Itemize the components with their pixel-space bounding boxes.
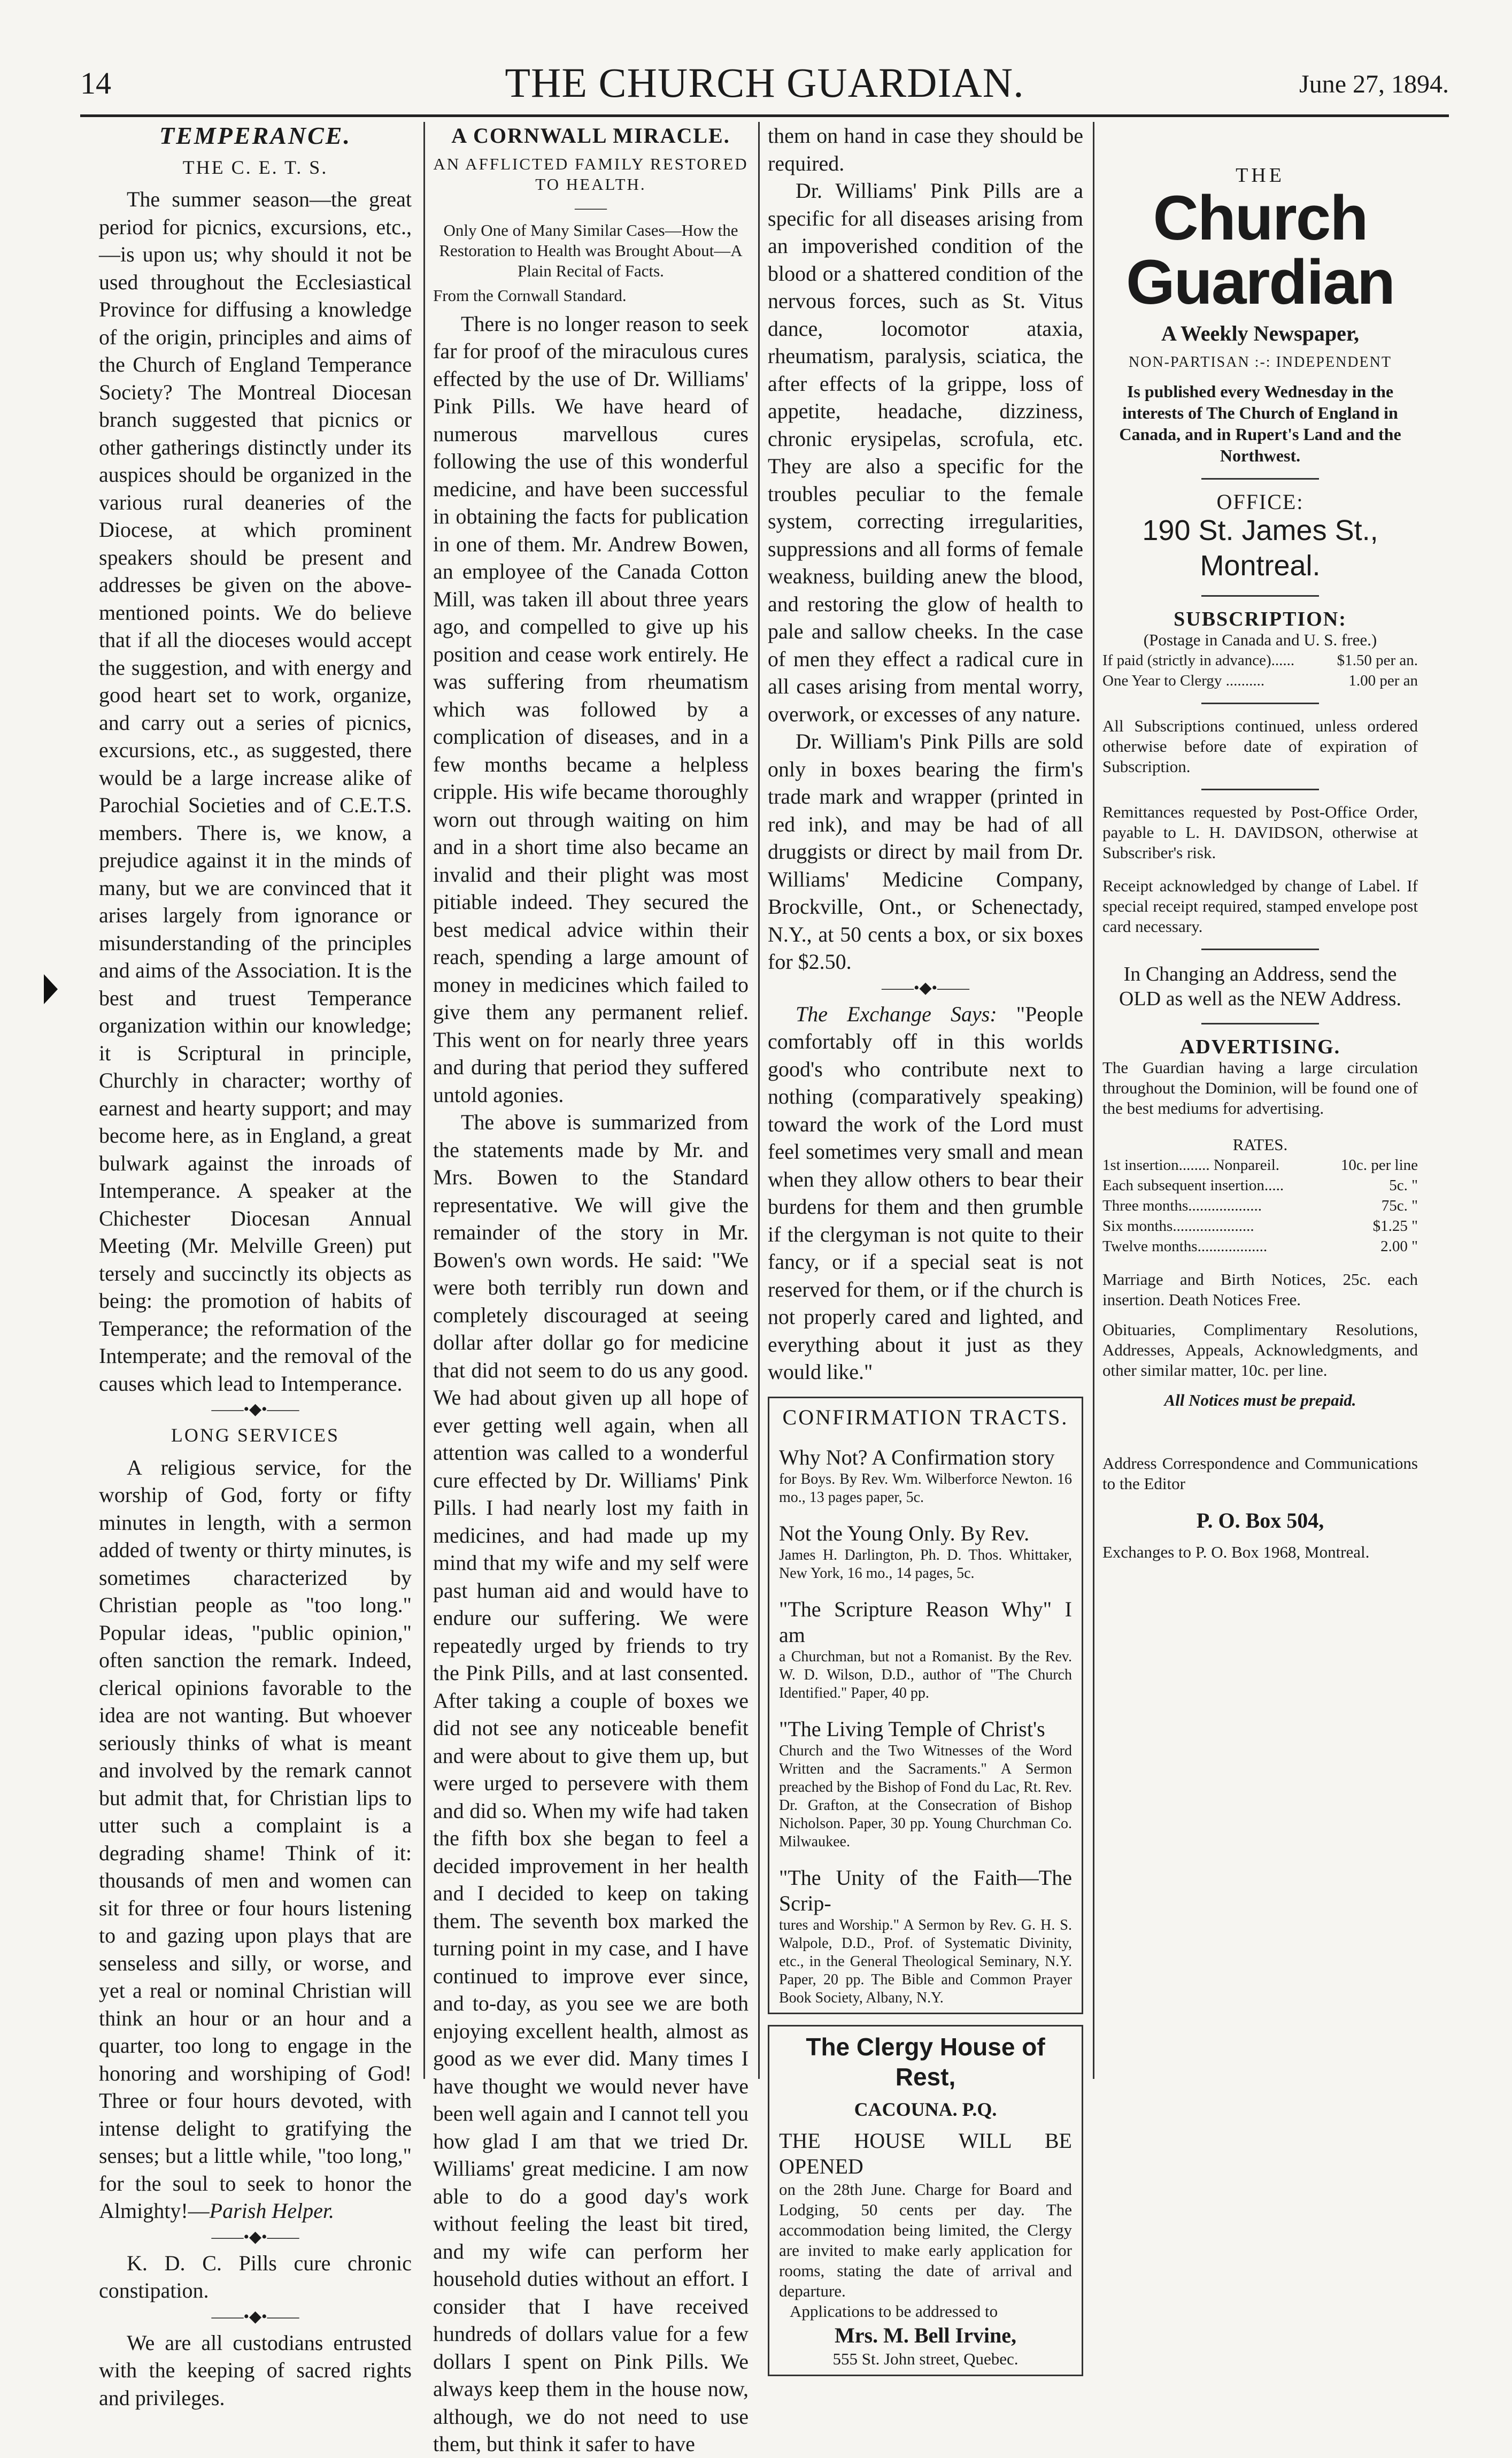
rate-row	[1102, 1216, 1418, 1236]
rates-heading: RATES.	[1232, 1135, 1288, 1154]
source-parish-helper: Parish Helper.	[209, 2199, 334, 2223]
obituaries-note: Obituaries, Complimentary Resolutions, Addresses, Appeals, Acknowledgments, and other similar matter, 10c. per line.	[1102, 1320, 1418, 1380]
temperance-heading: TEMPERANCE.	[159, 122, 351, 149]
rate-value: $1.25 "	[1372, 1218, 1418, 1235]
newspaper-title: THE CHURCH GUARDIAN.	[505, 59, 1024, 106]
tract-item	[779, 1597, 1072, 1702]
tract-item	[779, 1521, 1072, 1583]
church-guardian-nameplate: Church Guardian	[1126, 183, 1394, 318]
tract-description: James H. Darlington, Ph. D. Thos. Whittaker, New York, 16 mo., 14 pages, 5c.	[779, 1547, 1072, 1582]
rate-row	[1102, 1236, 1418, 1257]
tract-title: "The Unity of the Faith—The Scrip-	[779, 1866, 1072, 1915]
advertising-body: The Guardian having a large circulation throughout the Dominion, will be found one of the best mediums for advertising.	[1102, 1058, 1418, 1118]
clergy-house-box	[768, 2025, 1083, 2376]
separator	[1201, 478, 1319, 480]
rate-value: 10c. per line	[1340, 1157, 1418, 1174]
kdc-paragraph: K. D. C. Pills cure chronic constipation.	[99, 2251, 412, 2302]
issue-date: June 27, 1894.	[1299, 70, 1449, 98]
exchange-lead: The Exchange Says:	[796, 1001, 997, 1026]
published-note: Is published every Wednesday in the interests of The Church of England in Canada, and in Rupert's Land and the Northwest.	[1119, 382, 1401, 465]
long-services-subheading: LONG SERVICES	[171, 1424, 340, 1446]
tract-title: Not the Young Only. By Rev.	[779, 1521, 1030, 1545]
rate-label: Six months.....................	[1102, 1218, 1254, 1235]
tracts-heading: CONFIRMATION TRACTS.	[782, 1405, 1069, 1429]
tract-description: for Boys. By Rev. Wm. Wilberforce Newton. 16 mo., 13 pages paper, 5c.	[779, 1471, 1072, 1506]
subscription-table	[1102, 650, 1418, 691]
rate-label: Three months...................	[1102, 1197, 1262, 1214]
separator: ——•◆•——	[211, 1400, 299, 1418]
pills-paragraph-1: them on hand in case they should be required.	[768, 124, 1083, 175]
cornwall-paragraph-2: The above is summarized from the statements made by Mr. and Mrs. Bowen to the Standard representative. We will give the remainder of the story in Mr. Bowen's own words. He said: "We were both terribly run down and completely discouraged at seeing dollar after dollar go for medicine that did not seem to do us any good. We had about given up all hope of ever getting well again, when all attention was called to a wonderful cure effected by Dr. Williams' Pink Pills. I had nearly lost my faith in medicines, and had made up my mind that my wife and my self were past human aid and would have to endure our suffering. We were repeatedly urged by friends to try the Pink Pills, and at last consented. After taking a couple of boxes we did not see any noticeable benefit and were about to give them up, but were urged to persevere with them and did so. When my wife had taken the fifth box she began to feel a decided improvement in her health and I decided to keep on taking them. The seventh box marked the turning point in my case, and I have continued to improve ever since, and to-day, as you see we are both enjoying excellent health, almost as good as we ever did. Many times I have thought we would never have been well again and I cannot tell you how glad I am that we tried Dr. Williams' great medicine. I am now able to do a good day's work without feeling the least bit tired, and my wife can perform her household duties without an effort. I consider that I have received hundreds of dollars value for a few dollars I spent on Pink Pills. We always keep them in the house now, although, we do not need to use them, but think it safer to have	[433, 1110, 749, 2456]
tract-description: tures and Worship." A Sermon by Rev. G. H. S. Walpole, D.D., Prof. of Systematic Divinity, etc., in the General Theological Seminary, N.Y. Paper, 20 pp. The Bible and Common Prayer Book Society, Albany, N.Y.	[779, 1917, 1072, 2006]
separator	[1201, 949, 1319, 950]
rate-label: Each subsequent insertion.....	[1102, 1177, 1284, 1194]
exchanges-note: Exchanges to P. O. Box 1968, Montreal.	[1102, 1543, 1370, 1561]
custodians-paragraph: We are all custodians entrusted with the keeping of sacred rights and privileges.	[99, 2330, 412, 2410]
separator: ——•◆•——	[211, 2307, 299, 2325]
rate-value: $1.50 per an.	[1337, 652, 1418, 669]
clergy-house-contact: Mrs. M. Bell Irvine,	[835, 2323, 1016, 2347]
masthead	[80, 53, 1449, 112]
separator: ——•◆•——	[881, 978, 970, 997]
column-divider	[1093, 122, 1094, 2079]
advertising-heading: ADVERTISING.	[1179, 1036, 1341, 1058]
separator: ——•◆•——	[211, 2228, 299, 2246]
subscription-heading: SUBSCRIPTION:	[1174, 608, 1347, 630]
subscriptions-continued: All Subscriptions continued, unless ordered otherwise before date of expiration of Subscription.	[1102, 716, 1418, 776]
separator	[1201, 1023, 1319, 1024]
clergy-house-address-label: Applications to be addressed to	[790, 2301, 998, 2321]
column-divider	[758, 122, 760, 2079]
tract-item	[779, 1865, 1072, 2007]
marriage-birth-notices: Marriage and Birth Notices, 25c. each insertion. Death Notices Free.	[1102, 1270, 1418, 1309]
cornwall-paragraph-1: There is no longer reason to seek far for proof of the miraculous cures effected by the use of Dr. Williams' Pink Pills. We have heard of numerous marvellous cures following the use of this wonderful medicine, and have been successful in obtaining the facts for publication in one of them. Mr. Andrew Bowen, an employee of the Canada Cotton Mill, was taken ill about three years ago, and compelled to give up his position and cease work entirely. He was suffering from rheumatism which was followed by a complication of diseases, and in a few months became a helpless cripple. His wife became thoroughly worn out through waiting on him and in a short time also became an invalid and their plight was most pitiable indeed. They secured the best medical advice within their reach, spending a large amount of money in medicines which failed to give them any permanent relief. This went on for nearly three years and during that period they suffered untold agonies.	[433, 311, 749, 1107]
tracts-list	[779, 1445, 1072, 2007]
rate-row	[1102, 1155, 1418, 1175]
clergy-house-place: CACOUNA. P.Q.	[854, 2099, 997, 2120]
page-number: 14	[80, 66, 111, 101]
tract-item	[779, 1716, 1072, 1851]
cornwall-deck: Only One of Many Similar Cases—How the Restoration to Health was Brought About—A Plain Recital of Facts.	[439, 220, 743, 280]
office-label: OFFICE:	[1216, 490, 1304, 514]
rate-row	[1102, 650, 1418, 671]
rate-label: Twelve months..................	[1102, 1238, 1268, 1255]
prepaid-note: All Notices must be prepaid.	[1164, 1391, 1356, 1409]
cornwall-source: From the Cornwall Standard.	[433, 286, 627, 305]
column-cornwall	[433, 122, 749, 2458]
cornwall-heading: A CORNWALL MIRACLE.	[451, 124, 730, 148]
pills-paragraph-2: Dr. Williams' Pink Pills are a specific for all diseases arising from an impoverished condition of the blood or a shattered condition of the nervous forces, such as St. Vitus dance, locomotor ataxia, rheumatism, paralysis, sciatica, the after effects of la grippe, loss of appetite, headache, dizziness, chronic erysipelas, scrofula, etc. They are also a specific for the troubles peculiar to the female system, correcting irregularities, suppressions and all forms of female weakness, building anew the blood, and restoring the glow of health to pale and sallow cheeks. In the case of men they effect a radical cure in all cases arising from mental worry, overwork, or excesses of any nature.	[768, 179, 1083, 726]
rate-label: One Year to Clergy ..........	[1102, 672, 1265, 689]
the-label: THE	[1236, 164, 1285, 187]
rates-table	[1102, 1155, 1418, 1257]
long-services-paragraph: A religious service, for the worship of God, forty or fifty minutes in length, with a sermon added of twenty or thirty minutes, is sometimes characterized by Christian people as "too long." Popular ideas, "public opinion," often sanction the remark. Indeed, clerical opinions favorable to the idea are not wanting. But whoever seriously thinks of what is meant and involved by the remark cannot but admit that, for Christian lips to utter such a complaint is a degrading shame! Think of it: thousands of men and women can sit for three or four hours listening to and gazing upon plays that are senseless and silly, or worse, and yet a real or nominal Christian will think an hour or an hour and a quarter, too long to engage in the honoring and worshiping of God! Three or four hours devoted, with intense delight to gratifying the senses; but a little while, "too long," for the soul to seek to honor the Almighty!—Parish Helper.	[99, 1455, 412, 2223]
separator	[1201, 789, 1319, 790]
exchange-paragraph: The Exchange Says: "People comfortably off in this worlds good's who contribute next to nothing (comparatively speaking) toward the work of the Lord must feel sometimes very small and mean when they allow others to bear their burdens for them and then grumble if the clergyman is not quite to their fancy, or if a special seat is not reserved for them, or if the church is not properly cared and lighted, and everything about it just as they would like."	[768, 1001, 1083, 1384]
masthead-rule	[80, 114, 1449, 117]
separator	[1201, 595, 1319, 597]
tract-description: Church and the Two Witnesses of the Word Written and the Sacraments." A Sermon preached by the Bishop of Fond du Lac, Rt. Rev. Dr. Grafton, at the Consecration of Bishop Nicholson. Paper, 30 pp. Young Churchman Co. Milwaukee.	[779, 1743, 1072, 1850]
clergy-house-street: 555 St. John street, Quebec.	[832, 2349, 1019, 2368]
clergy-house-body: on the 28th June. Charge for Board and Lodging, 50 cents per day. The accommodation being limited, the Clergy are invited to make early application for rooms, stating the date of arrival and departure.	[779, 2179, 1072, 2300]
subscription-note: (Postage in Canada and U. S. free.)	[1143, 630, 1377, 649]
margin-marker-arrow	[44, 974, 58, 1004]
tract-title: Why Not? A Confirmation story	[779, 1445, 1055, 1469]
rate-value: 75c. "	[1381, 1197, 1418, 1214]
receipt-note: Receipt acknowledged by change of Label. If special receipt required, stamped envelope post card necessary.	[1102, 876, 1418, 936]
office-address: 190 St. James St., Montreal.	[1142, 514, 1378, 582]
rate-row	[1102, 671, 1418, 691]
pills-paragraph-3: Dr. William's Pink Pills are sold only in boxes bearing the firm's trade mark and wrapper (printed in red ink), and may be had of all druggists or direct by mail from Dr. Williams' Medicine Company, Brockville, Ont., or Schenectady, N.Y., at 50 cents a box, or six boxes for $2.50.	[768, 729, 1083, 974]
separator	[1201, 703, 1319, 704]
column-divider	[423, 122, 425, 2079]
non-partisan: NON-PARTISAN :-: INDEPENDENT	[1129, 354, 1392, 371]
tract-title: "The Scripture Reason Why" I am	[779, 1597, 1072, 1647]
rate-row	[1102, 1196, 1418, 1216]
address-change-note: In Changing an Address, send the OLD as well as the NEW Address.	[1118, 963, 1402, 1010]
cets-paragraph: The summer season—the great period for picnics, excursions, etc.,—is upon us; why should it not be used throughout the Ecclesiastical Province for diffusing a knowledge of the origin, principles and aims of the Church of England Temperance Society? The Montreal Diocesan branch suggested that picnics or other gatherings distinctly under its auspices should be organized in the various rural deaneries of the Diocese, at which prominent speakers should be present and addresses be given on the above-mentioned points. We do believe that if all the dioceses would accept the suggestion, and with energy and good heart set to work, organize, and carry out a series of picnics, excursions, etc., as suggested, there would be a large increase alike of Parochial Societies and of C.E.T.S. members. There is, we know, a prejudice against it in the minds of many, but we are convinced that it arises largely from ignorance or misunderstanding of the principles and aims of the Association. It is the best and truest Temperance organization within our knowledge; it is Scriptural in principle, Churchly in character; worthy of earnest and hearty support; and may become here, as in England, a great bulwark against the inroads of Intemperance. A speaker at the Chichester Diocesan Annual Meeting (Mr. Melville Green) put tersely and succinctly its objects as being: the promotion of habits of Temperance; the reformation of the Intemperate; and the removal of the causes which lead to Intemperance.	[99, 187, 412, 1396]
clergy-house-lead: THE HOUSE WILL BE OPENED	[779, 2128, 1072, 2178]
column-pink-pills	[768, 122, 1083, 2387]
tract-item	[779, 1445, 1072, 1507]
rate-row	[1102, 1175, 1418, 1196]
rate-label: If paid (strictly in advance)......	[1102, 652, 1295, 669]
correspondence-note: Address Correspondence and Communications to the Editor	[1102, 1454, 1418, 1493]
rate-value: 5c. "	[1389, 1177, 1418, 1194]
cornwall-subheading: AN AFFLICTED FAMILY RESTORED TO HEALTH.	[433, 154, 749, 194]
tract-description: a Churchman, but not a Romanist. By the Rev. W. D. Wilson, D.D., author of "The Church Identified." Paper, 40 pp.	[779, 1648, 1072, 1701]
column-guardian-info	[1102, 122, 1418, 1562]
clergy-house-heading: The Clergy House of Rest,	[806, 2033, 1045, 2091]
rate-value: 1.00 per an	[1348, 672, 1418, 689]
rate-label: 1st insertion........ Nonpareil.	[1102, 1157, 1280, 1174]
tagline: A Weekly Newspaper,	[1161, 321, 1360, 345]
remittances: Remittances requested by Post-Office Order, payable to L. H. DAVIDSON, otherwise at Subscriber's risk.	[1102, 803, 1418, 862]
cets-subheading: THE C. E. T. S.	[182, 156, 328, 178]
column-temperance	[99, 122, 412, 2411]
tract-title: "The Living Temple of Christ's	[779, 1717, 1045, 1741]
separator: ——	[575, 198, 607, 217]
rate-value: 2.00 "	[1380, 1238, 1418, 1255]
confirmation-tracts-box	[768, 1397, 1083, 2015]
po-box: P. O. Box 504,	[1196, 1508, 1324, 1532]
